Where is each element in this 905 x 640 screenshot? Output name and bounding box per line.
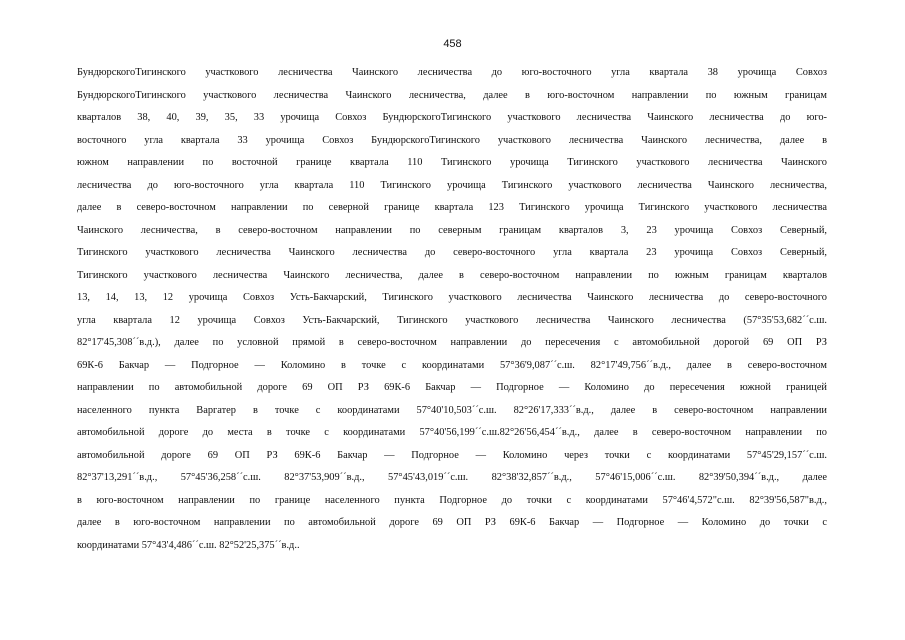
text-line: БундюрскогоТигинского участкового лесничества Чаинского лесничества, далее в юго-восточном направлении по южным границам (77, 89, 827, 101)
text-line: лесничества до юго-восточного угла квартала 110 Тигинского урочища Тигинского участкового лесничества Чаинского лесничества, (77, 179, 827, 191)
text-line: координатами 57°43'4,486´´с.ш. 82°52'25,375´´в.д.. (77, 539, 300, 551)
text-line: Чаинского лесничества, в северо-восточном направлении по северным границам кварталов 3, 23 урочища Совхоз Северный, (77, 224, 827, 236)
text-line: кварталов 38, 40, 39, 35, 33 урочища Совхоз БундюрскогоТигинского участкового лесничества Чаинского лесничества до юго- (77, 112, 827, 123)
text-line: далее в юго-восточном направлении по автомобильной дороге 69 ОП РЗ 69К-6 Бакчар — Подгорное — Коломино до точки с (77, 517, 827, 528)
text-line: в юго-восточном направлении по границе населенного пункта Подгорное до точки с координатами 57°46'4,572"с.ш. 82°39'56,587"в.д., (77, 494, 827, 506)
text-line: направлении по автомобильной дороге 69 ОП РЗ 69К-6 Бакчар — Подгорное — Коломино до пересечения южной границей (77, 382, 827, 393)
text-line: южном направлении по восточной границе квартала 110 Тигинского урочища Тигинского участкового лесничества Чаинского (77, 157, 827, 168)
text-line: 69К-6 Бакчар — Подгорное — Коломино в точке с координатами 57°36'9,087´´с.ш. 82°17'49,756´´в.д., далее в северо-восточном (77, 359, 827, 371)
text-line: угла квартала 12 урочища Совхоз Усть-Бакчарский, Тигинского участкового лесничества Чаинского лесничества (57°35'53,682´´с.ш. (77, 314, 827, 326)
text-line: Тигинского участкового лесничества Чаинского лесничества, далее в северо-восточном направлении по южным границам кварталов (77, 269, 827, 281)
text-line: далее в северо-восточном направлении по северной границе квартала 123 Тигинского урочища Тигинского участкового лесничества (77, 202, 827, 213)
text-line: автомобильной дороге 69 ОП РЗ 69К-6 Бакчар — Подгорное — Коломино через точки с координатами 57°45'29,157´´с.ш. (77, 449, 827, 461)
text-line: восточного угла квартала 33 урочища Совхоз БундюрскогоТигинского участкового лесничества Чаинского лесничества, далее в (77, 134, 827, 146)
text-line: 13, 14, 13, 12 урочища Совхоз Усть-Бакчарский, Тигинского участкового лесничества Чаинского лесничества до северо-восточного (77, 292, 827, 303)
document-text (77, 62, 827, 557)
text-line: автомобильной дороге до места в точке с координатами 57°40'56,199´´с.ш.82°26'56,454´´в.д., далее в северо-восточном направлении по (77, 427, 827, 438)
text-line: 82°17'45,308´´в.д.), далее по условной прямой в северо-восточном направлении до пересечения с автомобильной дорогой 69 ОП РЗ (77, 337, 827, 348)
page-number: 458 (443, 38, 462, 50)
text-line: населенного пункта Варгатер в точке с координатами 57°40'10,503´´с.ш. 82°26'17,333´´в.д., далее в северо-восточном направлении (77, 404, 827, 416)
text-line: Тигинского участкового лесничества Чаинского лесничества до северо-восточного угла квартала 23 урочища Совхоз Северный, (77, 247, 827, 258)
text-line: 82°37'13,291´´в.д., 57°45'36,258´´с.ш. 82°37'53,909´´в.д., 57°45'43,019´´с.ш. 82°38'32,857´´в.д., 57°46'15,006´´с.ш. 82°39'50,394´´в.д., далее (77, 472, 827, 483)
text-line: БундюрскогоТигинского участкового лесничества Чаинского лесничества до юго-восточного угла квартала 38 урочища Совхоз (77, 67, 827, 78)
